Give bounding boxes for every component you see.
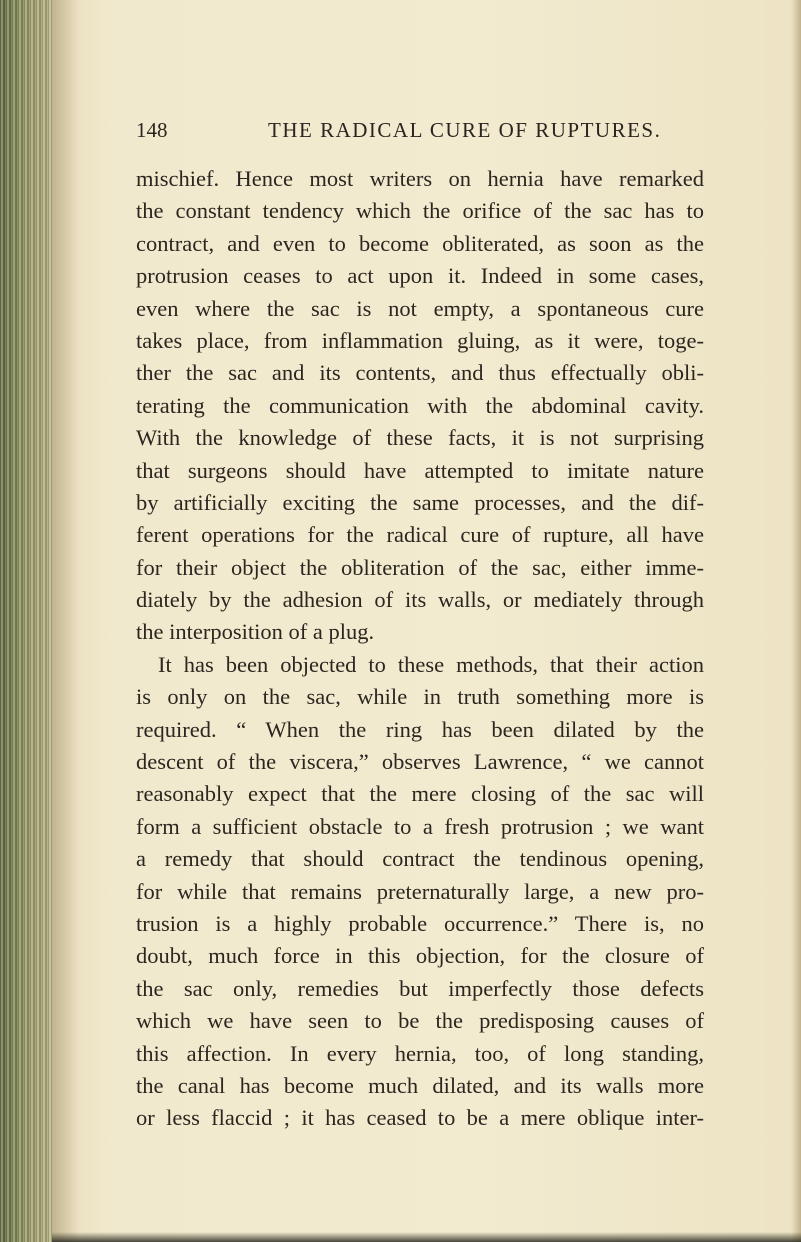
text-line: is only on the sac, while in truth something more is (136, 684, 704, 710)
text-line: this affection. In every hernia, too, of long standing, (136, 1040, 704, 1066)
text-line: diately by the adhesion of its walls, or mediately through (136, 587, 704, 613)
text-line: even where the sac is not empty, a spontaneous cure (136, 295, 704, 321)
page-number: 148 (136, 118, 168, 142)
text-line: terating the communication with the abdominal cavity. (136, 392, 704, 418)
text-line: for while that remains preternaturally large, a new pro- (136, 878, 704, 904)
text-line: or less flaccid ; it has ceased to be a mere oblique inter- (136, 1105, 704, 1131)
text-line: It has been objected to these methods, that their action (158, 651, 704, 677)
text-line: takes place, from inflammation gluing, as it were, toge- (136, 327, 704, 353)
text-line: by artificially exciting the same processes, and the dif- (136, 489, 704, 515)
book-spine-gutter (0, 0, 52, 1242)
text-line: protrusion ceases to act upon it. Indeed in some cases, (136, 263, 704, 289)
text-line: the sac only, remedies but imperfectly those defects (136, 975, 704, 1001)
text-line: doubt, much force in this objection, for the closure of (136, 943, 704, 969)
text-line: mischief. Hence most writers on hernia have remarked (136, 166, 704, 191)
text-line: form a sufficient obstacle to a fresh protrusion ; we want (136, 813, 704, 839)
text-line: the interposition of a plug. (136, 619, 375, 645)
page-right-edge (791, 0, 801, 1242)
text-line: trusion is a highly probable occurrence.” There is, no (136, 910, 704, 936)
text-line: reasonably expect that the mere closing of the sac will (136, 781, 704, 807)
text-line: that surgeons should have attempted to imitate nature (136, 457, 704, 483)
text-line: for their object the obliteration of the sac, either imme- (136, 554, 704, 580)
text-line: the constant tendency which the orifice of the sac has to (136, 198, 704, 224)
text-line: ther the sac and its contents, and thus effectually obli- (136, 360, 704, 386)
page-bottom-edge (52, 1232, 801, 1242)
text-line: required. “ When the ring has been dilated by the (136, 716, 704, 742)
text-line: which we have seen to be the predisposing causes of (136, 1008, 704, 1034)
text-line: descent of the viscera,” observes Lawrence, “ we cannot (136, 749, 704, 775)
text-line: ferent operations for the radical cure of rupture, all have (136, 522, 704, 548)
gutter-shadow (52, 0, 80, 1242)
body-text (136, 163, 704, 1135)
text-line: contract, and even to become obliterated, as soon as the (136, 230, 704, 256)
text-line: the canal has become much dilated, and its walls more (136, 1072, 704, 1098)
running-head: THE RADICAL CURE OF RUPTURES. (268, 118, 662, 142)
text-line: With the knowledge of these facts, it is not surprising (136, 425, 704, 451)
text-line: a remedy that should contract the tendinous opening, (136, 846, 704, 872)
page-header (136, 118, 696, 148)
